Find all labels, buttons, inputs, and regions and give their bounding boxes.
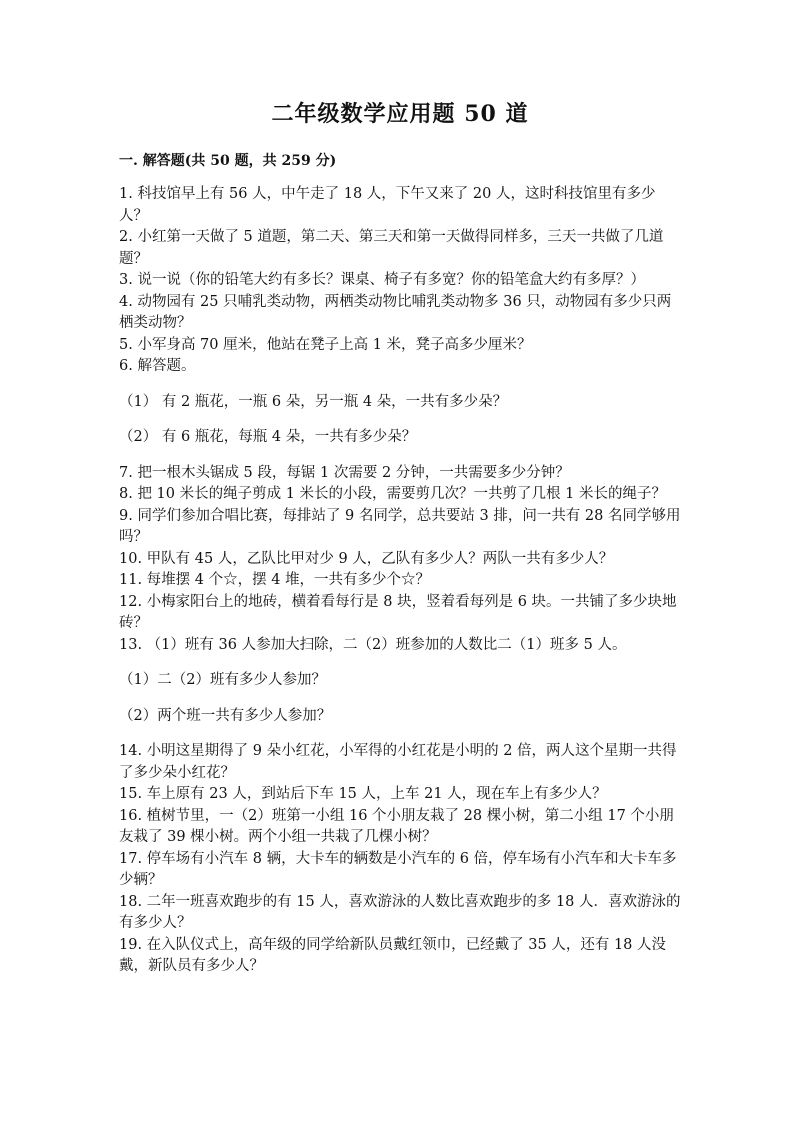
question-6-part-2: （2） 有 6 瓶花，每瓶 4 朵，一共有多少朵？ (119, 429, 417, 445)
question-16: 16. 植树节里，一（2）班第一小组 16 个小朋友栽了 28 棵小树，第二小组 17 个小朋友栽了 39 棵小树。两个小组一共栽了几棵小树？ (119, 807, 674, 845)
question-8: 8. 把 10 米长的绳子剪成 1 米长的小段，需要剪几次？一共剪了几根 1 米长的绳子？ (119, 486, 666, 502)
question-18: 18. 二年一班喜欢跑步的有 15 人，喜欢游泳的人数比喜欢跑步的多 18 人．喜欢游泳的有多少人？ (119, 893, 681, 931)
question-7: 7. 把一根木头锯成 5 段，每锯 1 次需要 2 分钟，一共需要多少分钟？ (119, 464, 570, 481)
question-9: 9. 同学们参加合唱比赛，每排站了 9 名同学，总共要站 3 排，问一共有 28 名同学够用吗？ (119, 507, 681, 545)
question-12: 12. 小梅家阳台上的地砖，横着看每行是 8 块，竖着看每列是 6 块。一共铺了多少块地砖？ (119, 593, 677, 631)
question-6-part-1: （1） 有 2 瓶花，一瓶 6 朵，另一瓶 4 朵，一共有多少朵？ (119, 393, 508, 410)
question-5: 5. 小军身高 70 厘米，他站在凳子上高 1 米，凳子高多少厘米？ (119, 336, 532, 353)
question-17: 17. 停车场有小汽车 8 辆，大卡车的辆数是小汽车的 6 倍，停车场有小汽车和大卡车多少辆？ (119, 850, 677, 888)
page-title: 二年级数学应用题 50 道 (271, 101, 529, 127)
question-1: 1. 科技馆早上有 56 人，中午走了 18 人，下午又来了 20 人，这时科技馆里有多少人？ (119, 186, 656, 224)
section-heading: 一. 解答题(共 50 题，共 259 分) (119, 153, 337, 169)
question-4: 4. 动物园有 25 只哺乳类动物，两栖类动物比哺乳类动物多 36 只，动物园有多少只两栖类动物？ (119, 293, 672, 331)
question-13-part-1: （1）二（2）班有多少人参加？ (119, 672, 326, 688)
question-15: 15. 车上原有 23 人，到站后下车 15 人，上车 21 人，现在车上有多少人？ (119, 786, 607, 802)
question-13: 13. （1）班有 36 人参加大扫除，二（2）班参加的人数比二（1）班多 5 人。 (119, 636, 627, 653)
question-10: 10. 甲队有 45 人，乙队比甲对少 9 人，乙队有多少人？两队一共有多少人？ (119, 550, 614, 567)
question-3: 3. 说一说（你的铅笔大约有多长？课桌、椅子有多宽？你的铅笔盒大约有多厚？） (119, 272, 645, 288)
question-19: 19. 在入队仪式上，高年级的同学给新队员戴红领巾，已经戴了 35 人，还有 18 人没戴，新队员有多少人？ (119, 936, 667, 974)
question-13-part-2: （2）两个班一共有多少人参加？ (119, 707, 332, 724)
question-14: 14. 小明这星期得了 9 朵小红花，小军得的小红花是小明的 2 倍，两人这个星期一共得了多少朵小红花？ (119, 743, 677, 781)
question-11: 11. 每堆摆 4 个☆，摆 4 堆，一共有多少个☆？ (119, 572, 431, 588)
question-6: 6. 解答题。 (119, 358, 196, 374)
question-list (119, 184, 681, 978)
question-2: 2. 小红第一天做了 5 道题，第二天、第三天和第一天做得同样多，三天一共做了几道题？ (119, 229, 664, 267)
